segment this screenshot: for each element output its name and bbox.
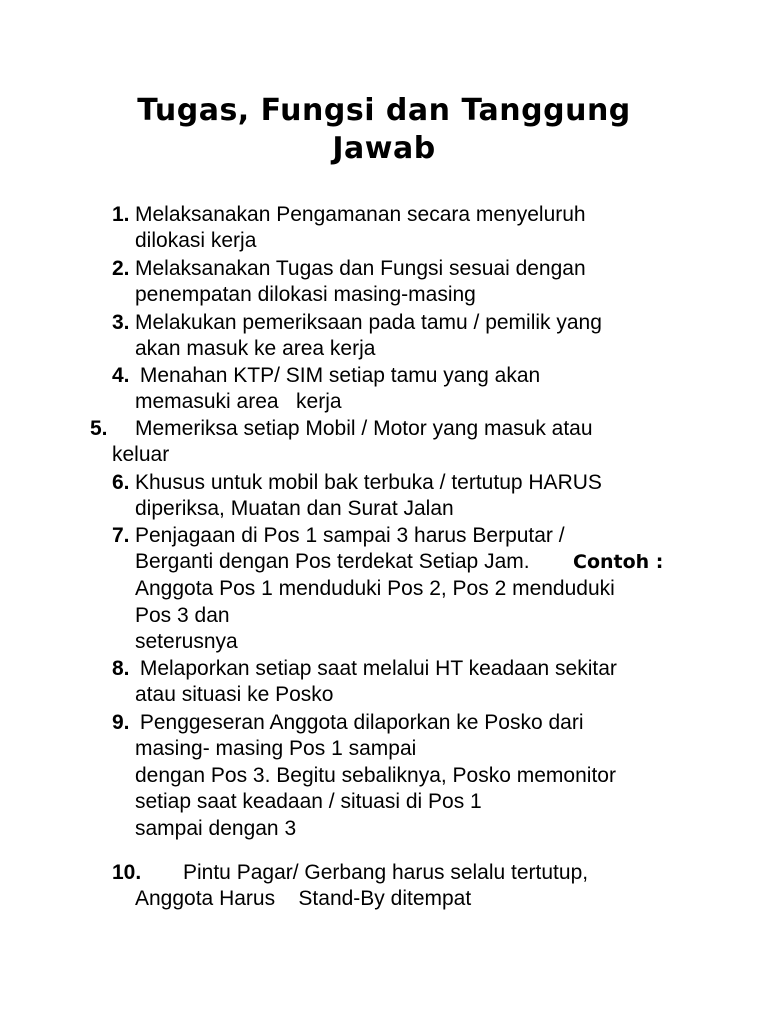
item-text: Khusus untuk mobil bak terbuka / tertutup HARUS	[135, 471, 602, 494]
item-number: 4.	[112, 364, 130, 387]
item-number: 5.	[90, 417, 108, 440]
item-text: memasuki area kerja	[135, 390, 342, 413]
item-text: Anggota Harus Stand-By ditempat	[135, 887, 472, 910]
contoh-label: Contoh :	[573, 551, 664, 573]
item-text: Menahan KTP/ SIM setiap tamu yang akan	[134, 364, 541, 387]
title-line-1: Tugas, Fungsi dan Tanggung	[137, 93, 631, 128]
item-text: Penjagaan di Pos 1 sampai 3 harus Berputar /	[135, 524, 565, 547]
item-text: seterusnya	[135, 630, 238, 653]
item-text: Anggota Pos 1 menduduki Pos 2, Pos 2 menduduki	[135, 577, 615, 600]
item-text: Melaporkan setiap saat melalui HT keadaan sekitar	[134, 657, 617, 680]
item-text: dengan Pos 3. Begitu sebaliknya, Posko memonitor	[135, 764, 616, 787]
item-number: 3.	[112, 311, 130, 334]
item-text: atau situasi ke Posko	[135, 683, 334, 706]
item-text: Melaksanakan Tugas dan Fungsi sesuai dengan	[135, 257, 586, 280]
item-text: Melaksanakan Pengamanan secara menyeluruh	[135, 203, 586, 226]
item-number: 2.	[112, 257, 130, 280]
item-text: akan masuk ke area kerja	[135, 337, 376, 360]
item-text: masing- masing Pos 1 sampai	[135, 737, 417, 760]
item-text: keluar	[112, 443, 170, 466]
item-text: Melakukan pemeriksaan pada tamu / pemilik yang	[135, 311, 602, 334]
item-number: 6.	[112, 471, 130, 494]
item-text: Pos 3 dan	[135, 604, 230, 627]
item-text: dilokasi kerja	[135, 229, 257, 252]
document-title	[100, 92, 668, 168]
item-number: 1.	[112, 203, 130, 226]
item-text: Pintu Pagar/ Gerbang harus selalu tertutup,	[183, 861, 589, 884]
item-text: sampai dengan 3	[135, 817, 297, 840]
item-text: diperiksa, Muatan dan Surat Jalan	[135, 497, 454, 520]
item-number: 10.	[112, 861, 142, 884]
title-line-2: Jawab	[332, 131, 436, 166]
item-number: 9.	[112, 711, 130, 734]
item-text: Penggeseran Anggota dilaporkan ke Posko dari	[134, 711, 584, 734]
item-text: penempatan dilokasi masing-masing	[135, 283, 476, 306]
item-text: Memeriksa setiap Mobil / Motor yang masuk atau	[135, 417, 593, 440]
item-number: 8.	[112, 657, 130, 680]
item-text: Berganti dengan Pos terdekat Setiap Jam.	[135, 550, 542, 573]
item-text: setiap saat keadaan / situasi di Pos 1	[135, 790, 482, 813]
item-number: 7.	[112, 524, 130, 547]
